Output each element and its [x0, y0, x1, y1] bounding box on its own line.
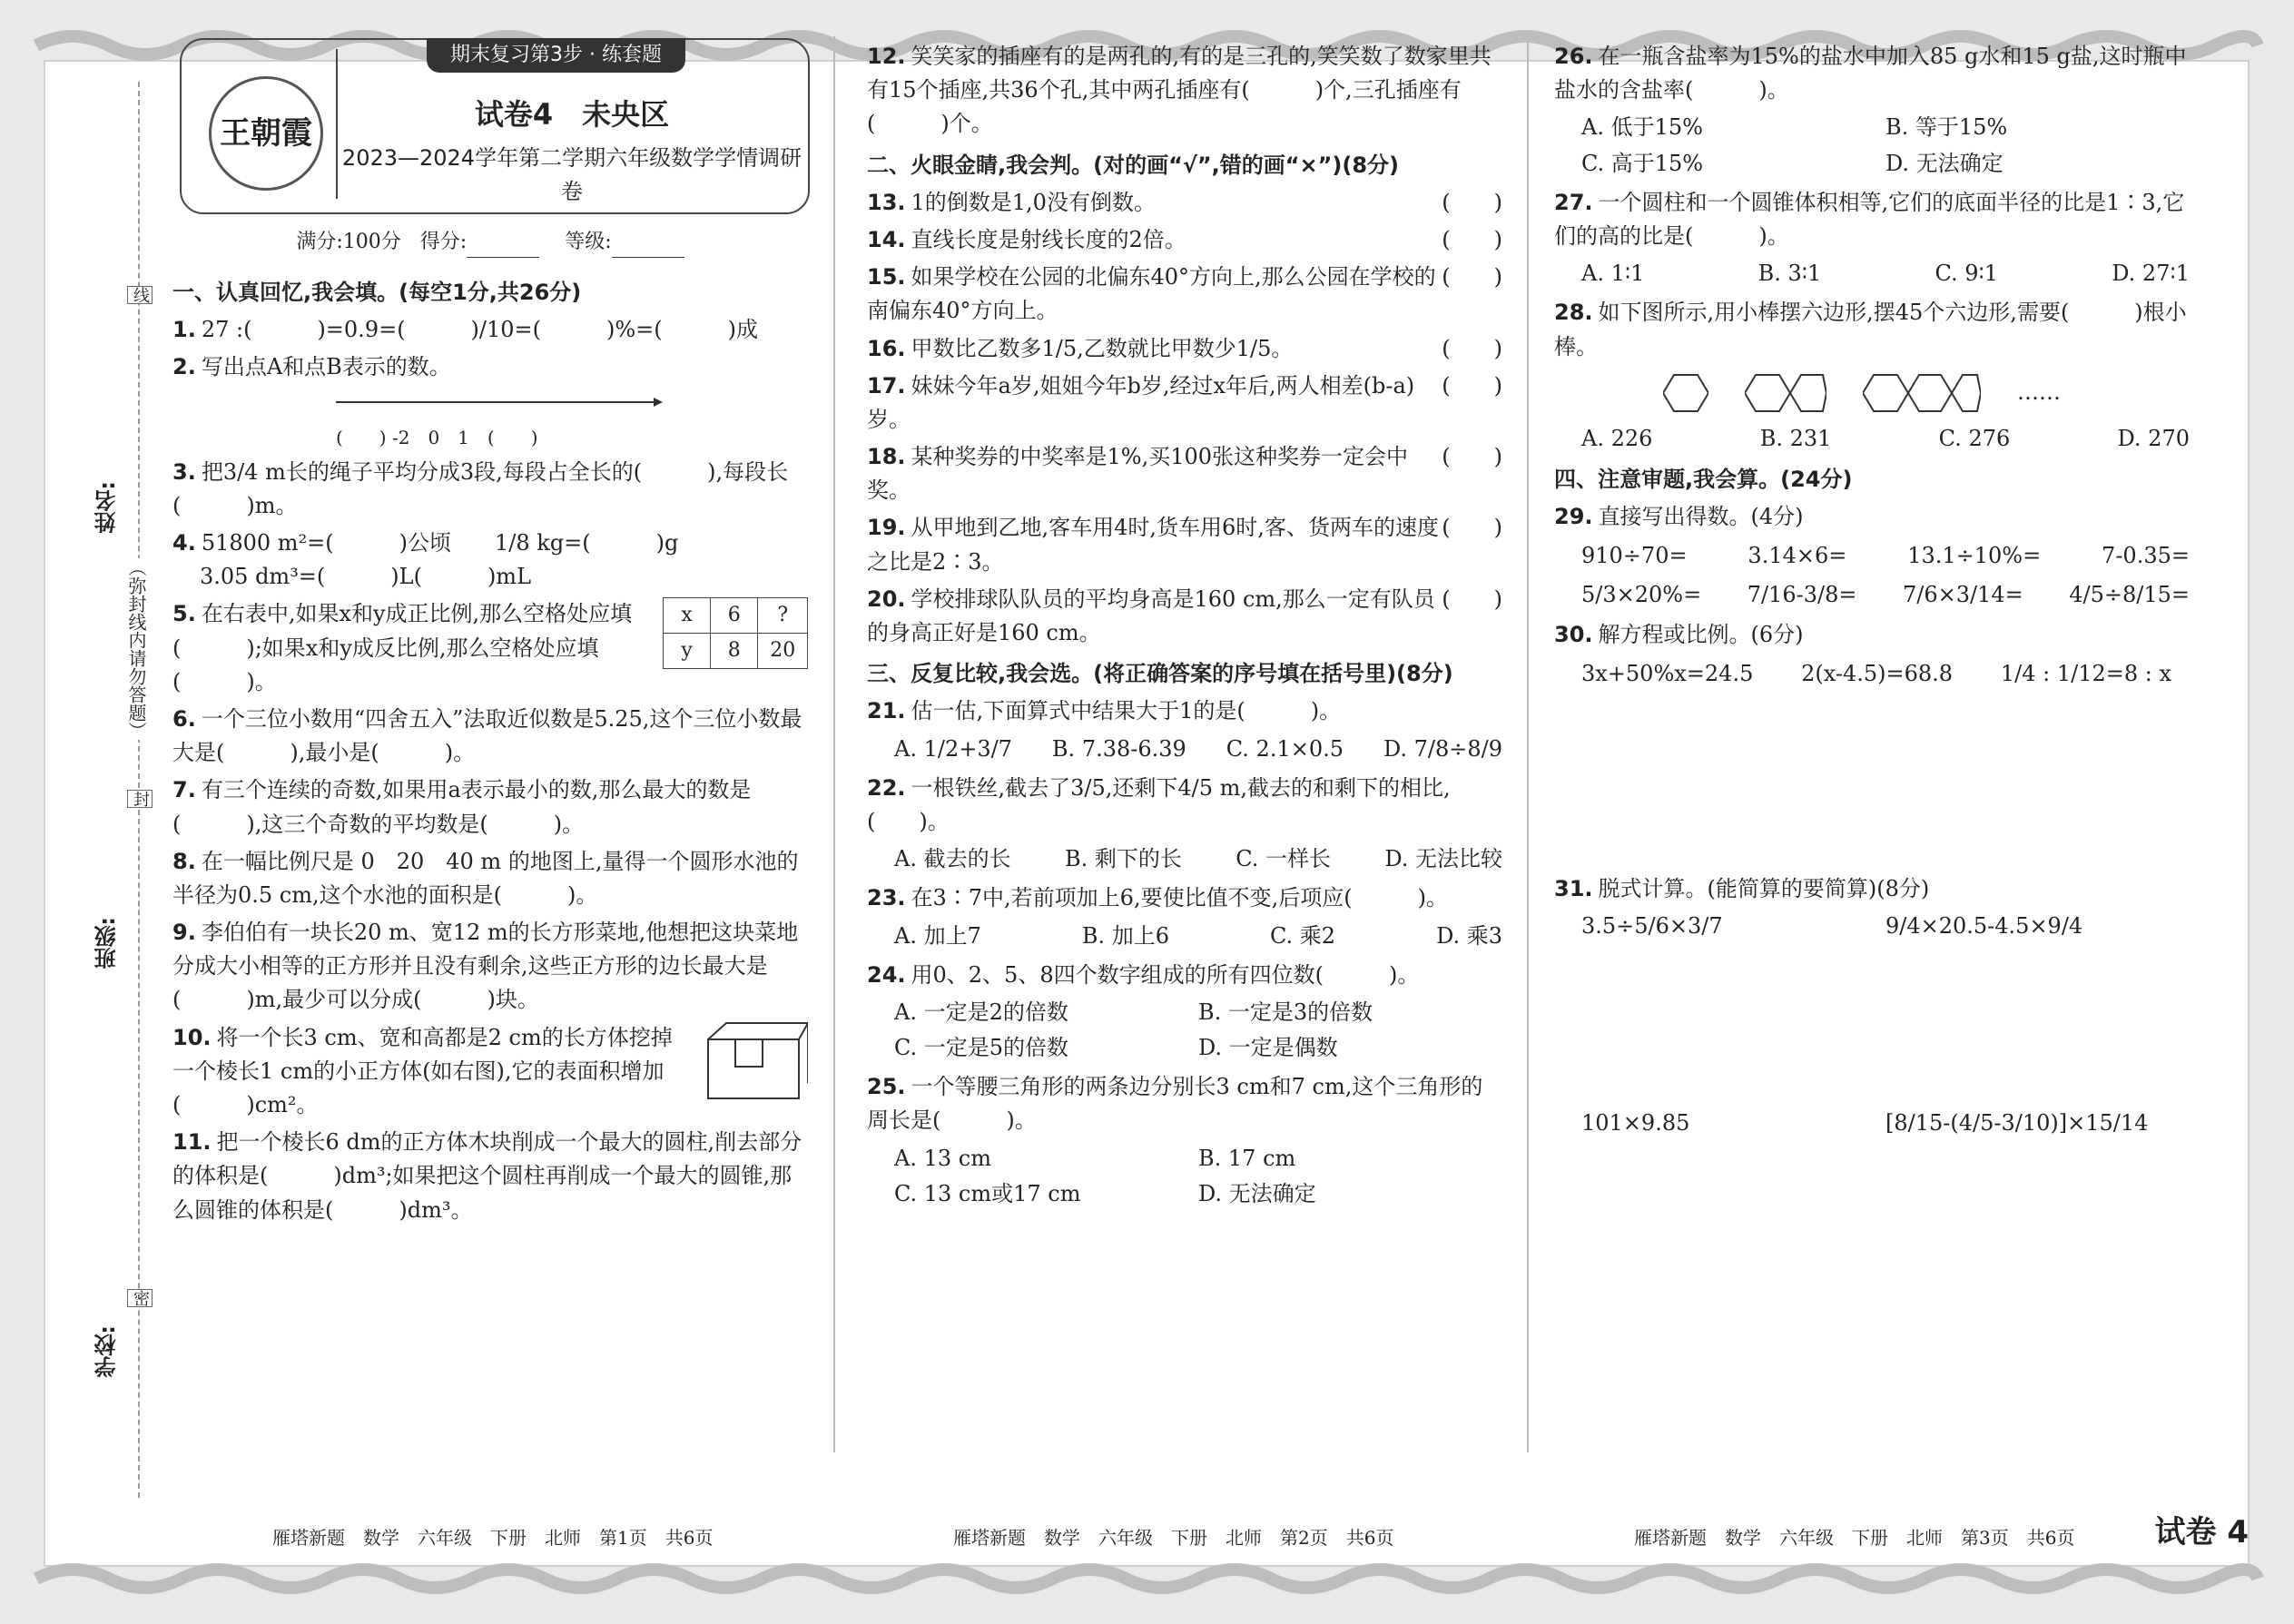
question-27: 27. 一个圆柱和一个圆锥体积相等,它们的底面半径的比是1∶3,它们的高的比是( )。: [1554, 189, 2185, 249]
section-1-title: 一、认真回忆,我会填。(每空1分,共26分): [172, 280, 582, 306]
question-25: 25. 一个等腰三角形的两条边分别长3 cm和7 cm,这个三角形的周长是( )。: [867, 1074, 1483, 1134]
question-10: 10. 将一个长3 cm、宽和高都是2 cm的长方体挖掉一个棱长1 cm的小正方体(如右图),它的表面积增加( )cm²。: [172, 1021, 808, 1123]
xy-table: x 6 ? y 8 20: [663, 597, 808, 669]
question-26: 26. 在一瓶含盐率为15%的盐水中加入85 g水和15 g盐,这时瓶中盐水的含盐率( )。: [1554, 44, 2187, 103]
class-label: 班级:: [94, 917, 120, 969]
section-4-title: 四、注意审题,我会算。(24分): [1554, 466, 1853, 492]
q28-options: A. 226 B. 231 C. 276 D. 270: [1581, 425, 2190, 451]
q29-row-2: 5/3×20%= 7/16-3/8= 7/6×3/14= 4/5÷8/15=: [1581, 582, 2190, 608]
question-21: 21. 估一估,下面算式中结果大于1的是( )。: [867, 698, 1342, 724]
judge-question: 19. 从甲地到乙地,客车用4时,货车用6时,客、货两车的速度之比是2∶3。 ( ): [867, 511, 1502, 578]
q21-option-b: B. 7.38-6.39: [1051, 735, 1186, 762]
q25-options: A. 13 cm B. 17 cm C. 13 cm或17 cm D. 无法确定: [894, 1145, 1316, 1206]
question-31: 31. 脱式计算。(能简算的要简算)(8分): [1554, 876, 1930, 901]
judge-question: 20. 学校排球队队员的平均身高是160 cm,那么一定有队员的身高正好是160 cm。 ( ): [867, 583, 1502, 650]
judge-answer-bracket[interactable]: ( ): [1442, 586, 1502, 612]
q30-items: 3x+50%x=24.5 2(x-4.5)=68.8 1/4 : 1/12=8 : x: [1581, 660, 2171, 686]
hexagon-2-figure: [1745, 373, 1826, 413]
judge-answer-bracket[interactable]: ( ): [1442, 226, 1502, 252]
q31-items: 3.5÷5/6×3/7 9/4×20.5-4.5×9/4 101×9.85 [8/15-(4/5-3/10)]×15/14: [1581, 913, 2149, 1137]
column-divider-1: [833, 36, 835, 1452]
q24-options: A. 一定是2的倍数 B. 一定是3的倍数 C. 一定是5的倍数 D. 一定是偶数: [894, 999, 1373, 1061]
hexagon-pattern: [1554, 373, 2190, 413]
question-7: 7. 有三个连续的奇数,如果用a表示最小的数,那么最大的数是( ),这三个奇数的平均数是( )。: [172, 777, 752, 837]
name-label: 姓名:: [94, 481, 120, 534]
question-12: 12. 笑笑家的插座有的是两孔的,有的是三孔的,笑笑数了数家里共有15个插座,共36个孔,其中两孔插座有( )个,三孔插座有( )个。: [867, 44, 1492, 137]
q26-options: A. 低于15% B. 等于15% C. 高于15% D. 无法确定: [1581, 114, 2008, 176]
question-3: 3. 把3/4 m长的绳子平均分成3段,每段占全长的( ),每段长( )m。: [172, 458, 789, 518]
brand-logo: [191, 49, 338, 199]
paper-number: 试卷 4: [2154, 1514, 2249, 1550]
judge-question: 18. 某种奖券的中奖率是1%,买100张这种奖券一定会中奖。 ( ): [867, 440, 1502, 507]
judge-answer-bracket[interactable]: ( ): [1442, 264, 1502, 290]
seal-note: （弥封线内请勿答题）: [123, 558, 150, 740]
q21-option-d: D. 7/8÷8/9: [1383, 735, 1502, 762]
exam-title: 试卷4 未央区: [474, 97, 670, 132]
question-30: 30. 解方程或比例。(6分): [1554, 621, 1804, 647]
footer-page-1: 雁塔新题 数学 六年级 下册 北师 第1页 共6页: [272, 1527, 714, 1549]
number-line-graphic: [336, 389, 663, 416]
judge-question: 16. 甲数比乙数多1/5,乙数就比甲数少1/5。 ( ): [867, 332, 1502, 366]
question-22: 22. 一根铁丝,截去了3/5,还剩下4/5 m,截去的和剩下的相比,( )。: [867, 774, 1451, 834]
judge-question: 15. 如果学校在公园的北偏东40°方向上,那么公园在学校的南偏东40°方向上。 ( ): [867, 261, 1502, 328]
question-4: 4. 51800 m²=( )公顷 1/8 kg=( )g 3.05 dm³=( )L( )mL: [172, 530, 679, 590]
judge-question: 17. 妹妹今年a岁,姐姐今年b岁,经过x年后,两人相差(b-a)岁。 ( ): [867, 369, 1502, 437]
question-24: 24. 用0、2、5、8四个数字组成的所有四位数( )。: [867, 961, 1420, 988]
question-23: 23. 在3∶7中,若前项加上6,要使比值不变,后项应( )。: [867, 885, 1448, 911]
school-label: 学校:: [94, 1325, 120, 1378]
seal-mark-feng: 封: [127, 790, 153, 808]
judge-list: [867, 186, 1502, 650]
judge-answer-bracket[interactable]: ( ): [1442, 189, 1502, 215]
q29-row-1: 910÷70= 3.14×6= 13.1÷10%= 7-0.35=: [1581, 543, 2190, 569]
q21-option-c: C. 2.1×0.5: [1226, 735, 1344, 762]
binding-sidebar: [91, 82, 163, 1498]
hexagon-1-figure: [1663, 373, 1708, 413]
column-1: [172, 36, 808, 1231]
q27-options: A. 1∶1 B. 3∶1 C. 9∶1 D. 27∶1: [1581, 261, 2190, 287]
question-8: 8. 在一幅比例尺是 0 20 40 m 的地图上,量得一个圆形水池的半径为0.5 cm,这个水池的面积是( )。: [172, 848, 799, 908]
section-3-title: 三、反复比较,我会选。(将正确答案的序号填在括号里)(8分): [867, 661, 1453, 687]
q21-option-a: A. 1/2+3/7: [894, 735, 1012, 762]
judge-question: 14. 直线长度是射线长度的2倍。 ( ): [867, 223, 1502, 257]
seal-mark-mi: 密: [127, 1289, 153, 1307]
judge-answer-bracket[interactable]: ( ): [1442, 372, 1502, 399]
number-line: ( ) -2 0 1 ( ): [172, 389, 808, 452]
judge-question: 13. 1的倒数是1,0没有倒数。 ( ): [867, 186, 1502, 220]
exam-header: [180, 38, 810, 214]
logo-seal: 王朝霞: [209, 76, 323, 191]
footer-page-3: 雁塔新题 数学 六年级 下册 北师 第3页 共6页: [1634, 1527, 2075, 1549]
seal-mark-xian: 线: [127, 286, 153, 304]
q21-options: [867, 733, 1502, 766]
grade-blank[interactable]: [612, 237, 684, 258]
footer-page-2: 雁塔新题 数学 六年级 下册 北师 第2页 共6页: [953, 1527, 1394, 1549]
hexagon-ellipsis: ……: [2017, 379, 2061, 406]
question-9: 9. 李伯伯有一块长20 m、宽12 m的长方形菜地,他想把这块菜地分成大小相等的正方形并且没有剩余,这些正方形的边长最大是( )m,最少可以分成( )块。: [172, 920, 799, 1013]
question-29: 29. 直接写出得数。(4分): [1554, 504, 1804, 530]
score-line: 满分:100分 得分: 等级:: [172, 227, 808, 258]
q30-answer-space[interactable]: [1554, 696, 2190, 869]
question-5: 5. 在右表中,如果x和y成正比例,那么空格处应填( );如果x和y成反比例,那么空格处应填( )。 x 6 ? y 8 20: [172, 597, 808, 699]
q23-options: A. 加上7 B. 加上6 C. 乘2 D. 乘3: [894, 922, 1502, 949]
question-6: 6. 一个三位小数用“四舍五入”法取近似数是5.25,这个三位小数最大是( ),最小是( )。: [172, 705, 802, 766]
column-divider-2: [1527, 36, 1529, 1452]
hexagon-3-figure: [1863, 373, 1981, 413]
score-blank[interactable]: [467, 237, 539, 258]
judge-answer-bracket[interactable]: ( ): [1442, 335, 1502, 361]
question-1: 1. 27 :( )=0.9=( )/10=( )%=( )成: [172, 317, 759, 343]
q22-options: A. 截去的长 B. 剩下的长 C. 一样长 D. 无法比较: [894, 846, 1502, 872]
step-badge: 期末复习第3步 · 练套题: [427, 38, 685, 73]
question-2: 2. 写出点A和点B表示的数。: [172, 354, 451, 380]
section-2-title: 二、火眼金睛,我会判。(对的画“√”,错的画“×”)(8分): [867, 152, 1400, 178]
column-2: [867, 36, 1502, 1216]
judge-answer-bracket[interactable]: ( ): [1442, 515, 1502, 541]
column-3: [1554, 36, 2190, 1147]
judge-answer-bracket[interactable]: ( ): [1442, 444, 1502, 470]
question-11: 11. 把一个棱长6 dm的正方体木块削成一个最大的圆柱,削去部分的体积是( )dm³;如果把这个圆柱再削成一个最大的圆锥,那么圆锥的体积是( )dm³。: [172, 1129, 802, 1223]
exam-subtitle: 2023—2024学年第二学期六年级数学学情调研卷: [341, 145, 802, 205]
question-28: 28. 如下图所示,用小棒摆六边形,摆45个六边形,需要( )根小棒。: [1554, 300, 2187, 359]
cuboid-figure: [699, 1021, 808, 1103]
